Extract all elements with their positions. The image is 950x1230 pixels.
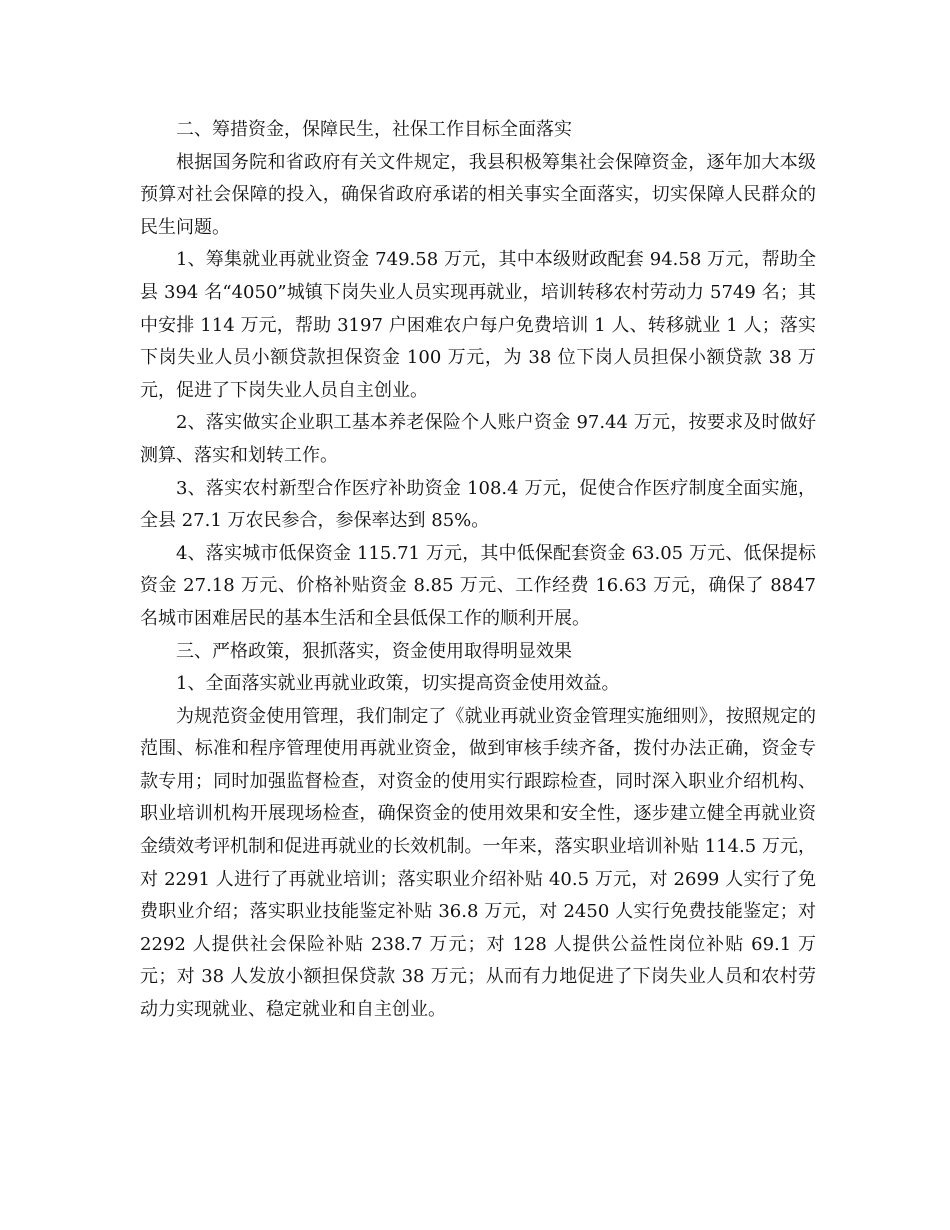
document-body bbox=[140, 114, 816, 1027]
list-item-4: 4、落实城市低保资金 115.71 万元，其中低保配套资金 63.05 万元、低保提标资金 27.18 万元、价格补贴资金 8.85 万元、工作经费 16.63 万元，确保了 8847 名城市困难居民的基本生活和全县低保工作的顺利开展。 bbox=[140, 542, 816, 629]
body-paragraph: 根据国务院和省政府有关文件规定，我县积极筹集社会保障资金，逐年加大本级预算对社会保障的投入，确保省政府承诺的相关事实全面落实，切实保障人民群众的民生问题。 bbox=[140, 151, 816, 238]
list-item-2: 2、落实做实企业职工基本养老保险个人账户资金 97.44 万元，按要求及时做好测算、落实和划转工作。 bbox=[140, 412, 816, 466]
section-heading-2: 二、筹措资金，保障民生，社保工作目标全面落实 bbox=[176, 119, 572, 140]
section-heading-3: 三、严格政策，狠抓落实，资金使用取得明显效果 bbox=[176, 640, 572, 662]
list-item-3: 3、落实农村新型合作医疗补助资金 108.4 万元，促使合作医疗制度全面实施，全县 27.1 万农民参合，参保率达到 85%。 bbox=[140, 477, 816, 532]
list-item-1: 1、筹集就业再就业资金 749.58 万元，其中本级财政配套 94.58 万元，帮助全县 394 名“4050”城镇下岗失业人员实现再就业，培训转移农村劳动力 5749 名；其中安排 114 万元，帮助 3197 户困难农户每户免费培训 1 人、转移就业 1 人；落实下岗失业人员小额贷款担保资金 100 万元，为 38 位下岗人员担保小额贷款 38 万元，促进了下岗失业人员自主创业。 bbox=[140, 249, 816, 401]
subsection-heading-1: 1、全面落实就业再就业政策，切实提高资金使用效益。 bbox=[176, 673, 620, 695]
body-paragraph: 为规范资金使用管理，我们制定了《就业再就业资金管理实施细则》，按照规定的范围、标准和程序管理使用再就业资金，做到审核手续齐备，拨付办法正确，资金专款专用；同时加强监督检查，对资金的使用实行跟踪检查，同时深入职业介绍机构、职业培训机构开展现场检查，确保资金的使用效果和安全性，逐步建立健全再就业资金绩效考评机制和促进再就业的长效机制。一年来，落实职业培训补贴 114.5 万元，对 2291 人进行了再就业培训；落实职业介绍补贴 40.5 万元，对 2699 人实行了免费职业介绍；落实职业技能鉴定补贴 36.8 万元，对 2450 人实行免费技能鉴定；对 2292 人提供社会保险补贴 238.7 万元；对 128 人提供公益性岗位补贴 69.1 万元；对 38 人发放小额担保贷款 38 万元；从而有力地促进了下岗失业人员和农村劳动力实现就业、稳定就业和自主创业。 bbox=[140, 705, 816, 1021]
